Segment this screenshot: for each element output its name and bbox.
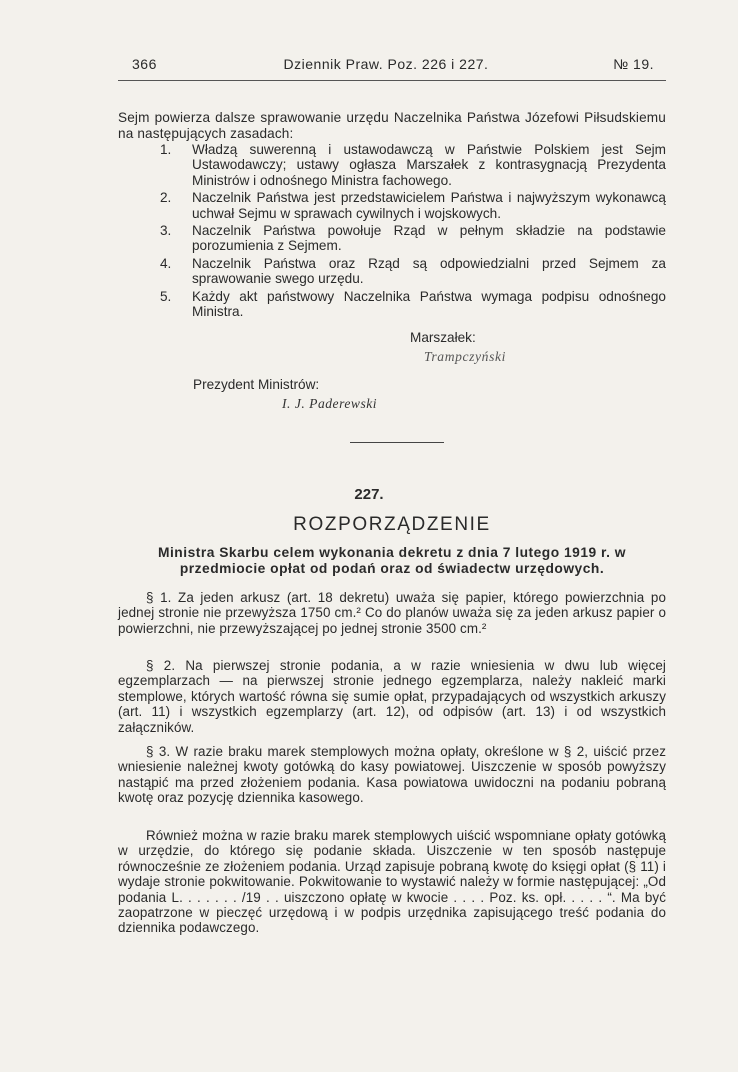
- list-item: [118, 142, 666, 188]
- paragraph-section-2: § 2. Na pierwszej stronie podania, a w razie wniesienia w dwu lub więcej egzemplarzach — na pierwszej stronie jednego egzemplarza, należy nakleić marki stemplowe, których wartość równa się sumie opłat, przypadających od wszystkich arkuszy (art. 11) i wszystkich egzemplarzy (art. 12), od odpisów (art. 13) i od wszystkich załączników.: [118, 658, 666, 735]
- item-number: 2.: [160, 190, 172, 206]
- item-number: 4.: [160, 255, 172, 271]
- list-item: [118, 190, 666, 221]
- journal-title: Dziennik Praw. Poz. 226 i 227.: [283, 56, 489, 72]
- intro-paragraph: Sejm powierza dalsze sprawowanie urzędu Naczelnika Państwa Józefowi Piłsudskiemu na następujących zasadach:: [118, 110, 666, 141]
- marszalek-signature: Trampczyński: [424, 349, 506, 364]
- item-text: Naczelnik Państwa oraz Rząd są odpowiedzialni przed Sejmem za sprawowanie swego urzędu.: [192, 255, 666, 287]
- prezydent-label: Prezydent Ministrów:: [193, 377, 320, 392]
- issue-number: № 19.: [613, 56, 654, 72]
- item-text: Każdy akt państwowy Naczelnika Państwa wymaga podpisu odnośnego Ministra.: [192, 288, 666, 320]
- act-title: ROZPORZĄDZENIE: [293, 514, 491, 535]
- principles-list: [118, 142, 666, 321]
- item-number: 3.: [160, 223, 172, 239]
- item-number: 5.: [160, 288, 172, 304]
- paragraph-section-1: § 1. Za jeden arkusz (art. 18 dekretu) uważa się papier, którego powierzchnia po jednej stronie nie przewyższa 1750 cm.² Co do planów uważa się za jeden arkusz papier o powierzchni, nie przewyższającej po jednej stronie 3500 cm.²: [118, 590, 666, 636]
- header-rule: [118, 80, 666, 81]
- item-text: Naczelnik Państwa powołuje Rząd w pełnym składzie na podstawie porozumienia z Sejmem.: [192, 223, 666, 254]
- item-text: Władzą suwerenną i ustawodawczą w Państwie Polskiem jest Sejm Ustawodawczy; ustawy ogłasza Marszałek z kontrasygnacją Prezydenta Ministrów i odnośnego Ministra fachowego.: [192, 142, 666, 188]
- paragraph-section-3-continued: Również można w razie braku marek stemplowych uiścić wspomniane opłaty gotówką w urzędzie, do którego się podanie składa. Uiszczenie w ten sposób następuje równocześnie ze złożeniem podania. Urząd zapisuje pobraną kwotę do księgi opłat (§ 11) i wydaje stronie pokwitowanie. Pokwitowanie to wystawić należy w formie następującej: „Od podania L. . . . . . . /19 . . uiszczono opłatę w kwocie . . . . Poz. ks. opł. . . . . “. Ma być zaopatrzone w pieczęć urzędową i w podpis urzędnika zapisującego treść podania do dziennika podawczego.: [118, 828, 666, 936]
- item-text: Naczelnik Państwa jest przedstawicielem Państwa i najwyższym wykonawcą uchwał Sejmu w sprawach cywilnych i wojskowych.: [192, 190, 666, 221]
- marszalek-label: Marszałek:: [410, 330, 476, 345]
- page-number: 366: [132, 56, 157, 72]
- act-number: 227.: [354, 486, 384, 503]
- act-subtitle: Ministra Skarbu celem wykonania dekretu z dnia 7 lutego 1919 r. w przedmiocie opłat od podań oraz od świadectw urzędowych.: [157, 545, 627, 576]
- section-divider: [350, 442, 444, 443]
- list-item: [118, 289, 666, 320]
- paragraph-section-3: § 3. W razie braku marek stemplowych można opłaty, określone w § 2, uiścić przez wniesienie należnej kwoty gotówką do kasy powiatowej. Uiszczenie w sposób powyższy nastąpić ma przed złożeniem podania. Kasa powiatowa uwidoczni na podaniu pobraną kwotę oraz pozycję dziennika kasowego.: [118, 744, 666, 806]
- prezydent-signature: I. J. Paderewski: [282, 396, 378, 411]
- list-item: [118, 223, 666, 254]
- running-header: [118, 56, 654, 78]
- item-number: 1.: [160, 142, 172, 157]
- list-item: [118, 256, 666, 287]
